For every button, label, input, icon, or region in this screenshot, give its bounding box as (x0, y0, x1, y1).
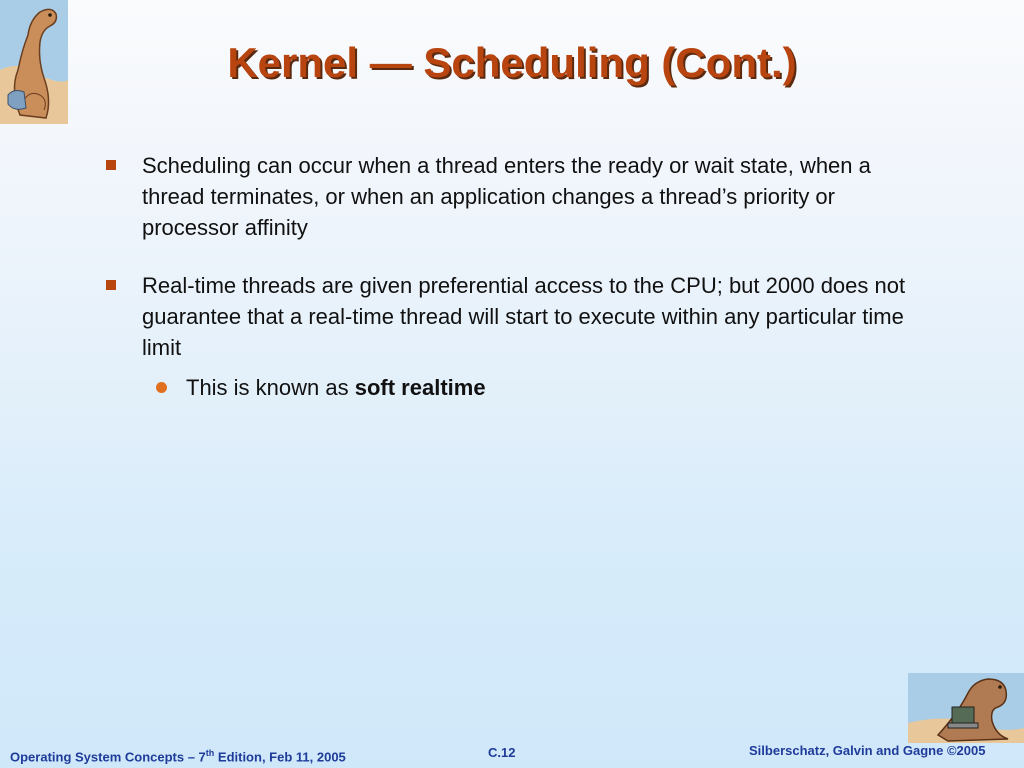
square-bullet-icon (106, 160, 116, 170)
bullet-item (100, 270, 920, 363)
sub-bullet-text: This is known as (186, 375, 355, 400)
bullet-list (100, 150, 920, 403)
bullet-text: Scheduling can occur when a thread enters the ready or wait state, when a thread terminates, or when an application changes a thread’s priority or processor affinity (142, 153, 871, 240)
bullet-text: Real-time threads are given preferential access to the CPU; but 2000 does not guarantee that a real-time thread will start to execute within any particular time limit (142, 273, 906, 360)
footer-course: Operating System Concepts – 7th Edition, Feb 11, 2005 (10, 748, 346, 765)
square-bullet-icon (106, 280, 116, 290)
sub-bullet-item (100, 372, 920, 403)
dinosaur-laptop-icon (908, 673, 1024, 743)
footer-slide-number: C.12 (488, 745, 516, 760)
sub-bullet-emphasis: soft realtime (354, 375, 486, 400)
bullet-item (100, 150, 920, 243)
round-bullet-icon (156, 382, 167, 393)
footer-copyright: Silberschatz, Galvin and Gagne ©2005 (749, 743, 986, 758)
slide-title: Kernel — Scheduling (Cont.) (227, 39, 797, 86)
